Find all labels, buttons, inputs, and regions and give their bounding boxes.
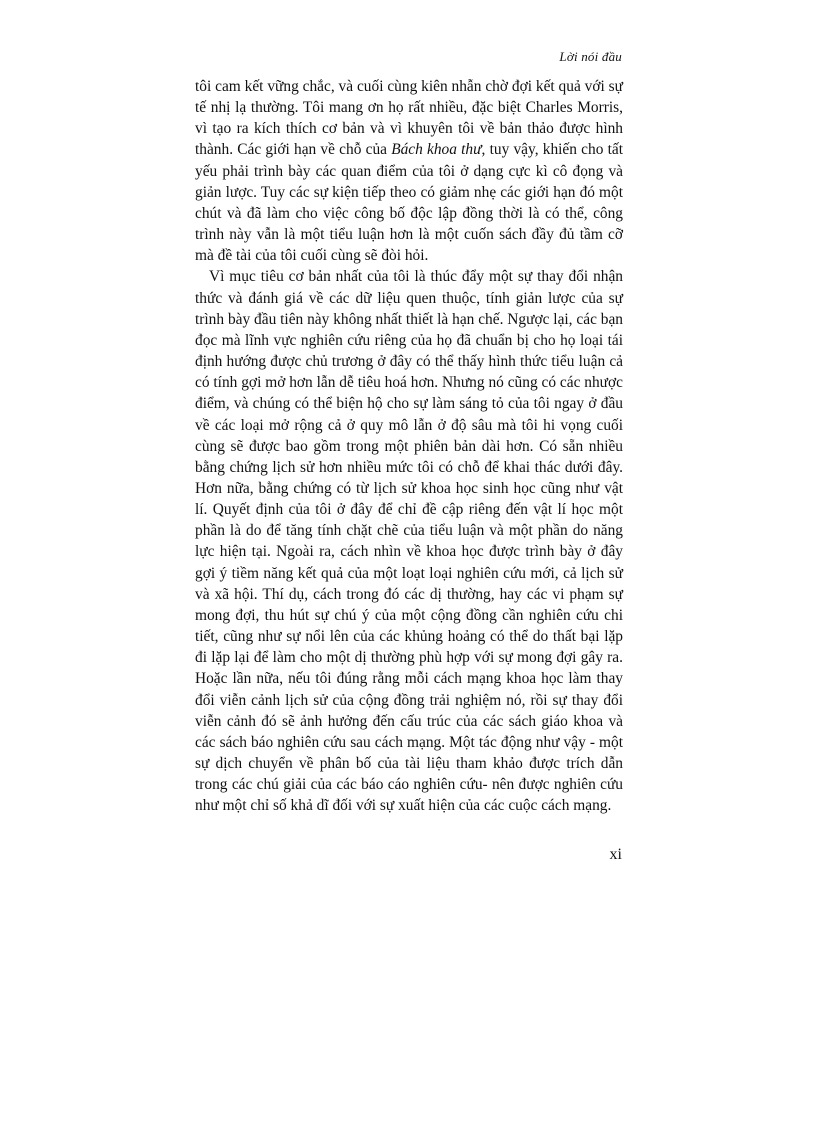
paragraph-2: Vì mục tiêu cơ bản nhất của tôi là thúc đẩy một sự thay đổi nhận thức và đánh giá về các dữ liệu quen thuộc, tính giản lược của sự trình bày đầu tiên này không nhất thiết là hạn chế. Ngược lại, các bạn đọc mà lĩnh vực nghiên cứu riêng của họ đã chuẩn bị cho họ loại tái định hướng được chủ trương ở đây có thể thấy hình thức tiểu luận cả có tính gợi mở hơn lẫn dễ tiêu hoá hơn. Nhưng nó cũng có các nhược điểm, và chúng có thể biện hộ cho sự làm sáng tỏ của tôi ngay ở đầu về các loại mở rộng cả ở quy mô lẫn ở độ sâu mà tôi hi vọng cuối cùng sẽ được bao gồm trong một phiên bản dài hơn. Có sẵn nhiều bằng chứng lịch sử hơn nhiều mức tôi có chỗ để khai thác dưới đây. Hơn nữa, bằng chứng có từ lịch sử khoa học sinh học cũng như vật lí. Quyết định của tôi ở đây để chỉ đề cập riêng đến vật lí học một phần là do để tăng tính chặt chẽ của tiểu luận và một phần do năng lực hiện tại. Ngoài ra, cách nhìn về khoa học được trình bày ở đây gợi ý tiềm năng kết quả của một loạt loại nghiên cứu mới, cả lịch sử và xã hội. Thí dụ, cách trong đó các dị thường, hay các vi phạm sự mong đợi, thu hút sự chú ý của một cộng đồng cần nghiên cứu chi tiết, cũng như sự nổi lên của các khủng hoảng có thể do thất bại lặp đi lặp lại để làm cho một dị thường phù hợp với sự mong đợi gây ra. Hoặc lần nữa, nếu tôi đúng rằng mỗi cách mạng khoa học làm thay đổi viễn cảnh lịch sử của cộng đồng trải nghiệm nó, rồi sự thay đổi viễn cảnh đó sẽ ảnh hưởng đến cấu trúc của các sách giáo khoa và các sách báo nghiên cứu sau cách mạng. Một tác động như vậy - một sự dịch chuyển về phân bố của tài liệu tham khảo được trích dẫn trong các chú giải của các báo cáo nghiên cứu- nên được nghiên cứu như một chỉ số khả dĩ đối với sự xuất hiện của các cuộc cách mạng. — [195, 268, 623, 815]
running-header: Lời nói đầu — [559, 49, 622, 64]
paragraph-1-text-b: , tuy vậy, khiến cho tất yếu phải trình bày các quan điểm của tôi ở dạng cực kì cô đọng và giản lược. Tuy các sự kiện tiếp theo có giảm nhẹ các giới hạn đó một chút và đã làm cho việc công bố độc lập đồng thời là có thể, công trình này vẫn là một tiểu luận hơn là một cuốn sách đầy đủ tầm cỡ mà đề tài của tôi cuối cùng sẽ đòi hỏi. — [195, 141, 623, 265]
body-text — [195, 76, 623, 816]
paragraph-1-text-a: tôi cam kết vững chắc, và cuối cùng kiên nhẫn chờ đợi kết quả với sự tế nhị lạ thường. Tôi mang ơn họ rất nhiều, đặc biệt Charles Morris, vì tạo ra kích thích cơ bản và vì khuyên tôi về bản thảo được hình thành. Các giới hạn về chỗ của — [195, 78, 623, 159]
paragraph-continued — [195, 76, 623, 266]
italic-book-title: Bách khoa thư — [391, 141, 482, 159]
page-number: xi — [609, 846, 622, 863]
